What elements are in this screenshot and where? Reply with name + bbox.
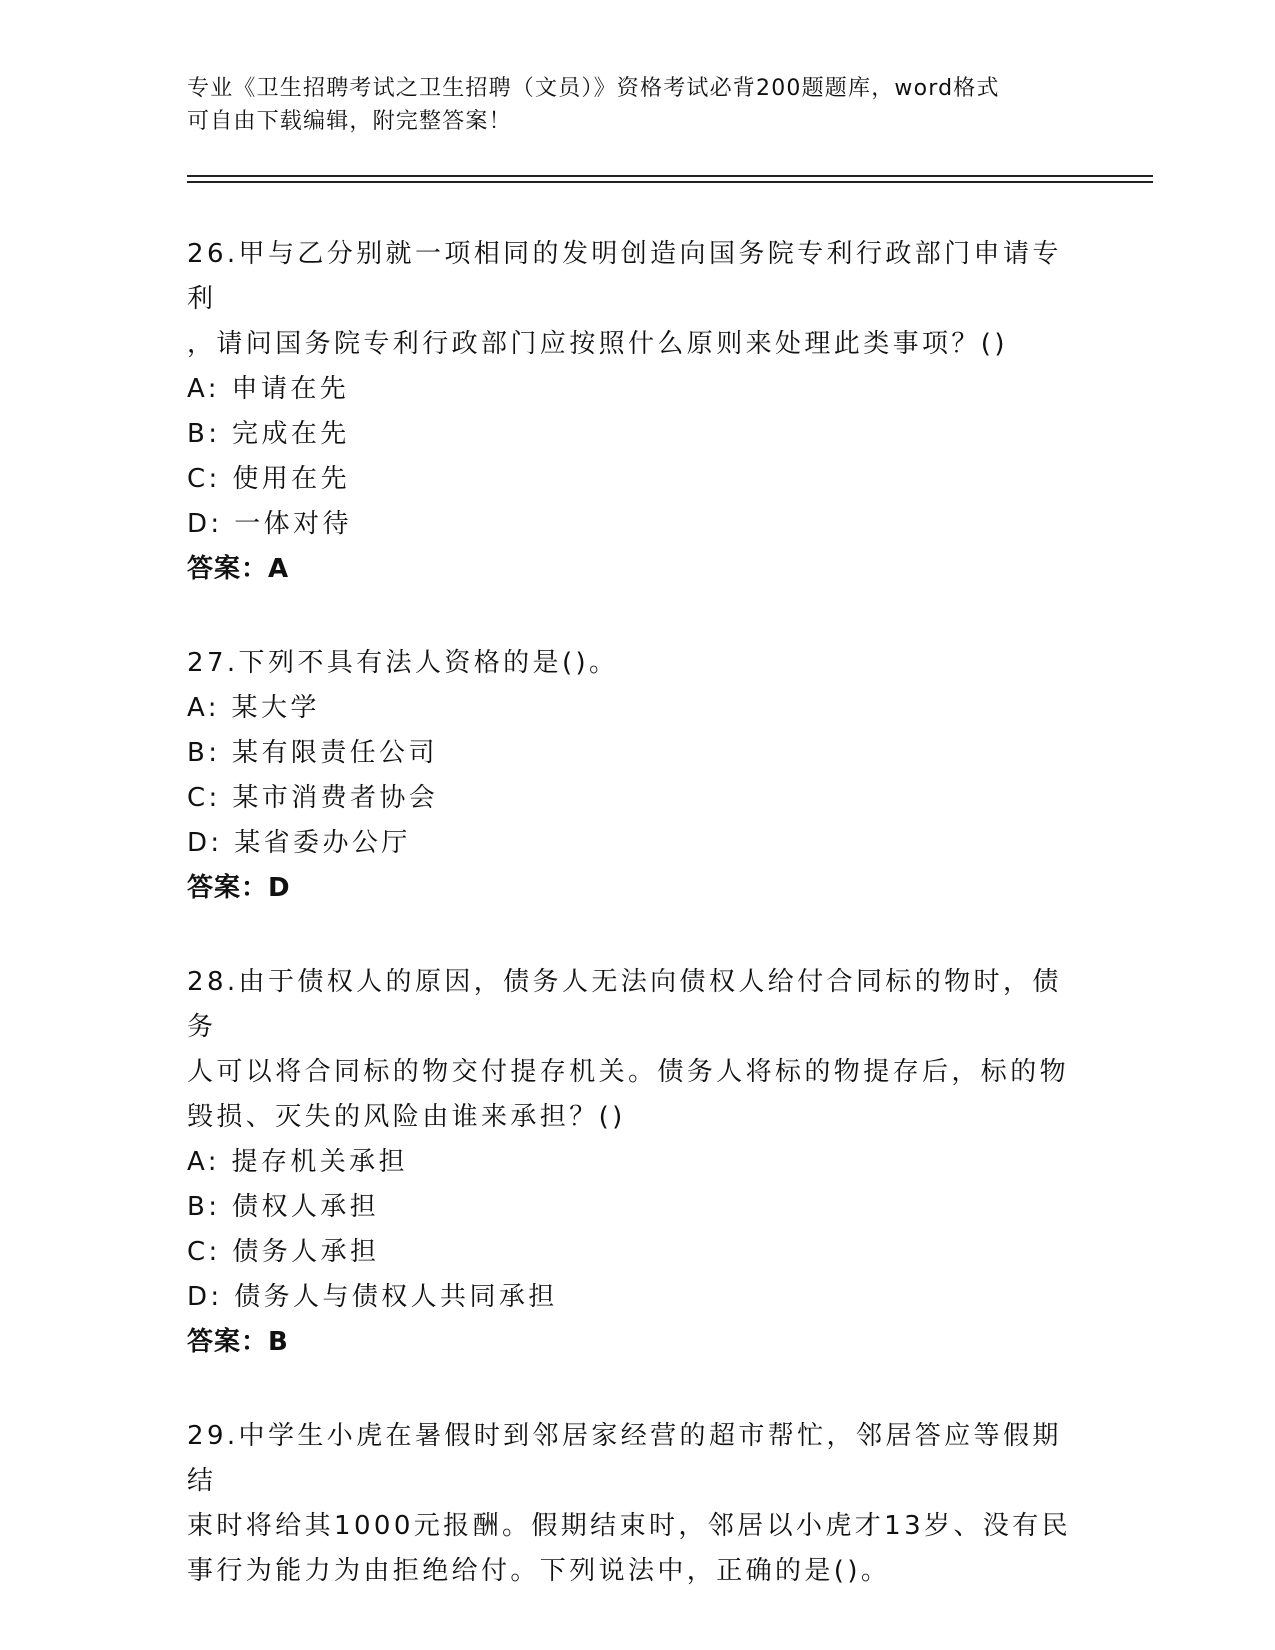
header-rule-top — [187, 175, 1153, 177]
header-rule-bottom — [187, 181, 1153, 183]
answer-label: 答案：A — [187, 554, 290, 584]
question-stem-line: 毁损、灭失的风险由谁来承担？() — [187, 1102, 626, 1132]
option-c: C: 某市消费者协会 — [187, 783, 439, 813]
option-a: A: 某大学 — [187, 693, 320, 723]
question-stem-line: 28.由于债权人的原因，债务人无法向债权人给付合同标的物时，债务 — [187, 967, 1062, 1042]
document-header — [187, 72, 1087, 138]
question-27 — [187, 641, 1087, 911]
option-b: B: 某有限责任公司 — [187, 738, 438, 768]
question-stem-line: ，请问国务院专利行政部门应按照什么原则来处理此类事项？() — [187, 329, 1008, 359]
question-stem-line: 束时将给其1000元报酬。假期结束时，邻居以小虎才13岁、没有民 — [187, 1511, 1072, 1541]
option-b: B: 债权人承担 — [187, 1192, 380, 1222]
answer-label: 答案：D — [187, 873, 291, 903]
question-stem-line: 29.中学生小虎在暑假时到邻居家经营的超市帮忙，邻居答应等假期结 — [187, 1421, 1062, 1496]
question-stem-line: 人可以将合同标的物交付提存机关。债务人将标的物提存后，标的物 — [187, 1057, 1070, 1087]
header-line-1: 专业《卫生招聘考试之卫生招聘（文员）》资格考试必背200题题库，word格式 — [187, 76, 1000, 101]
question-29 — [187, 1414, 1087, 1594]
question-26 — [187, 232, 1087, 592]
option-a: A: 提存机关承担 — [187, 1147, 408, 1177]
option-b: B: 完成在先 — [187, 419, 350, 449]
question-list — [187, 232, 1087, 1643]
question-stem-line: 26.甲与乙分别就一项相同的发明创造向国务院专利行政部门申请专利 — [187, 239, 1062, 314]
option-d: D: 债务人与债权人共同承担 — [187, 1282, 558, 1312]
question-stem-line: 事行为能力为由拒绝给付。下列说法中，正确的是()。 — [187, 1556, 891, 1586]
option-d: D: 一体对待 — [187, 509, 352, 539]
answer-label: 答案：B — [187, 1327, 289, 1357]
question-28 — [187, 960, 1087, 1365]
question-stem-line: 27.下列不具有法人资格的是()。 — [187, 648, 619, 678]
option-d: D: 某省委办公厅 — [187, 828, 411, 858]
header-line-2: 可自由下载编辑，附完整答案！ — [187, 109, 512, 134]
option-c: C: 使用在先 — [187, 464, 350, 494]
option-c: C: 债务人承担 — [187, 1237, 380, 1267]
option-a: A: 申请在先 — [187, 374, 350, 404]
